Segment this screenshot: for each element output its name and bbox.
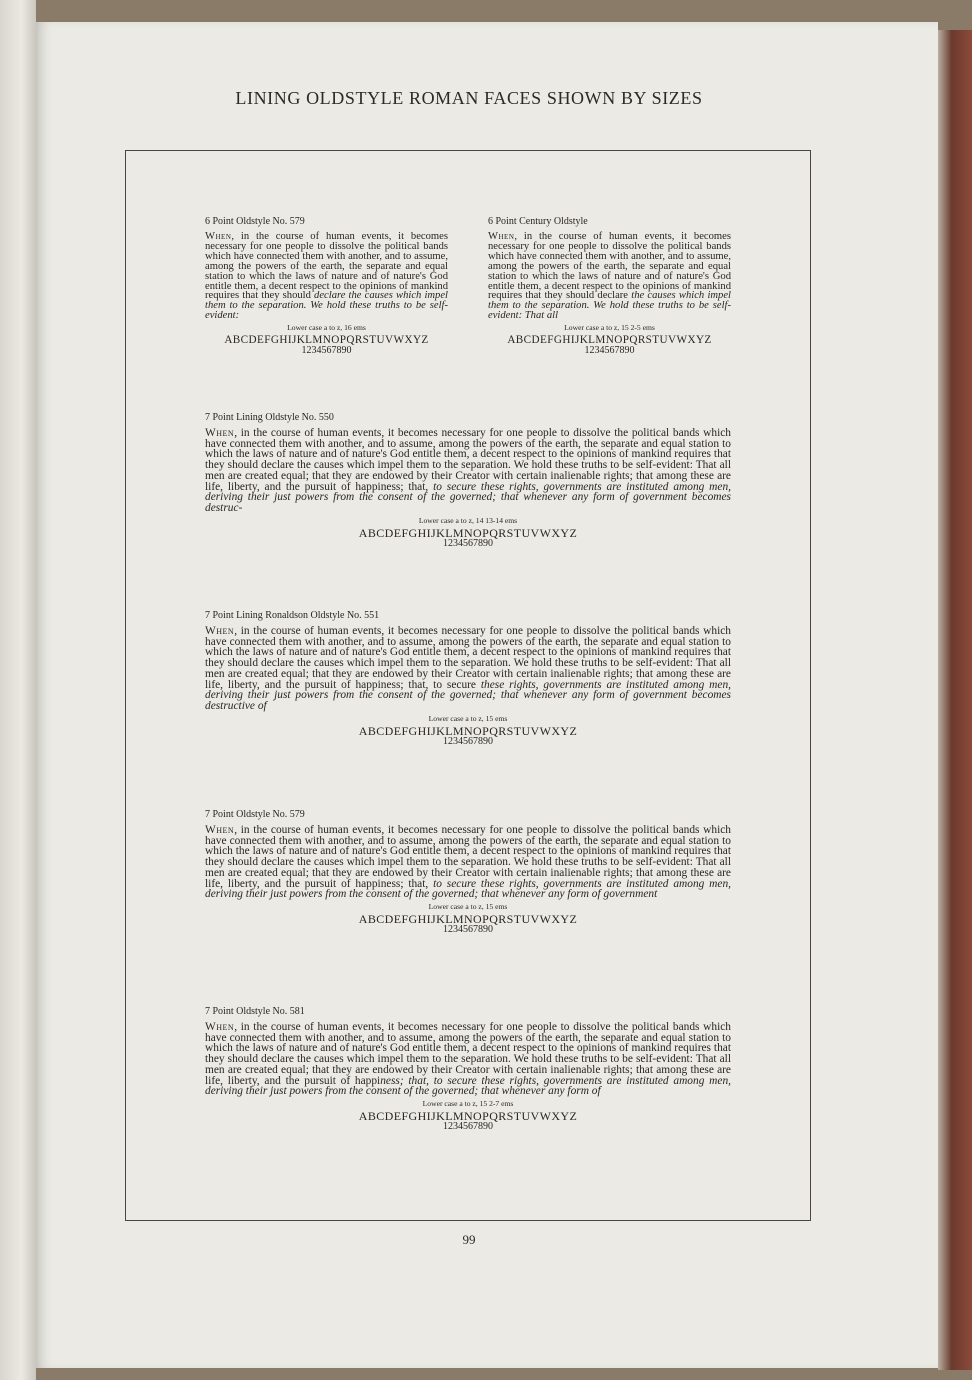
specimen-lead: When [488,231,515,242]
specimen-text: , in the course of human events, it becomes necessary for one people to dissolve the political bands which have connected them with another, and to assume, among the powers of the earth, the separate and equal station to which the laws of nature and of nature's God entitle them, a decent respect to the opinions of mankind requires that they should declare the causes which impel them to the separation. We hold these truths to be self-evident: That all men are created equal; that they are endowed by their Creator with certain inalienable rights; that among these are life, liberty, and the pursuit of happi [205,1021,731,1087]
specimen-title: 7 Point Oldstyle No. 581 [205,1006,305,1017]
specimen-title: 7 Point Oldstyle No. 579 [205,809,305,820]
specimen-text: , in the course of human events, it becomes necessary for one people to dissolve the political bands which have connected them with another, and to assume, among the powers of the earth, the separate and equal station to which the laws of nature and of nature's God entitle them, a decent respect to the opinions of mankind requires that they should [205,231,448,302]
specimen-text: , in the course of human events, it becomes necessary for one people to dissolve the political bands which have connected them with another, and to assume, among the powers of the earth, the separate and equal station to which the laws of nature and of nature's God entitle them, a decent respect to the opinions of mankind requires that they should declare the causes which impel them to the separation. We hold these truths to be self-evident: That all men are created equal; that they are endowed by their Creator with certain inalienable rights; that among these are life, liberty, and the pursuit of happiness; that, [205,427,731,493]
specimen-title: 6 Point Oldstyle No. 579 [205,216,305,227]
specimen-lead: When [205,824,235,836]
specimen-note: Lower case a to z, 14 13-14 ems [418,515,518,525]
specimen-italic: ness; that, to secure these rights, governments are instituted among men, deriving their just powers from the consent of the governed; that whenever any form of [205,1074,731,1098]
specimen-title: 7 Point Lining Ronaldson Oldstyle No. 551 [205,610,380,621]
specimen-alphabet: ABCDEFGHIJKLMNOPQRSTUVWXYZ [224,334,429,347]
specimen-note: Lower case a to z, 15 ems [428,713,508,723]
specimen-body [488,232,731,321]
specimen-text: , in the course of human events, it becomes necessary for one people to dissolve the political bands which have connected them with another, and to assume, among the powers of the earth, the separate and equal station to which the laws of nature and of nature's God entitle them, a decent respect to the opinions of mankind requires that they should declare the causes which impel them to the separation. We hold these truths to be self-evident: That all men are created equal; that they are endowed by their Creator with certain inalienable rights; that among these are life, liberty, and the pursuit of happiness; that, to secure [205,625,731,691]
specimen-body [205,626,731,712]
specimen-body [205,232,448,321]
specimen-note: Lower case a to z, 15 ems [428,901,508,911]
specimen-lead: When [205,625,235,637]
specimen-title: 7 Point Lining Oldstyle No. 550 [205,412,334,423]
specimen-text: , in the course of human events, it becomes necessary for one people to dissolve the political bands which have connected them with another, and to assume, among the powers of the earth, the separate and equal station to which the laws of nature and of nature's God entitle them, a decent respect to the opinions of mankind requires that they should declare [488,231,731,302]
specimen-body [205,428,731,514]
specimen-note: Lower case a to z, 16 ems [287,323,366,333]
specimen-7pt-oldstyle-581 [205,1006,731,1132]
specimen-alphabet: ABCDEFGHIJKLMNOPQRSTUVWXYZ [507,334,712,347]
specimen-lead: When [205,231,232,242]
specimen-lead: When [205,1021,235,1033]
book-cover-edge [938,30,972,1370]
specimen-body [205,1022,731,1097]
specimen-title: 6 Point Century Oldstyle [488,216,588,227]
specimen-7pt-ronaldson-oldstyle-551 [205,610,731,747]
page-title: LINING OLDSTYLE ROMAN FACES SHOWN BY SIZES [235,88,703,108]
specimen-alphabet: ABCDEFGHIJKLMNOPQRSTUVWXYZ [358,911,578,926]
specimen-numerals: 1234567890 [301,345,352,357]
specimen-alphabet: ABCDEFGHIJKLMNOPQRSTUVWXYZ [358,1108,578,1123]
specimen-7pt-lining-oldstyle-550 [205,412,731,549]
specimen-text: , in the course of human events, it becomes necessary for one people to dissolve the political bands which have connected them with another, and to assume, among the powers of the earth, the separate and equal station to which the laws of nature and of nature's God entitle them, a decent respect to the opinions of mankind requires that they should declare the causes which impel them to the separation. We hold these truths to be self-evident: That all men are created equal; that they are endowed by their Creator with certain inalienable rights; that among these are life, liberty, and the pursuit of happiness; that, [205,824,731,890]
specimen-6pt-oldstyle-579 [205,216,448,356]
specimen-italic: these rights, governments are instituted among men, deriving their just powers from the consent of the governed; that whenever any form of government becomes destructive of [205,678,731,712]
specimen-numerals: 1234567890 [443,923,493,935]
specimen-alphabet: ABCDEFGHIJKLMNOPQRSTUVWXYZ [358,525,578,540]
specimen-italic: declare the causes which impel them to the separation. We hold these truths to be self-evident: [205,290,448,322]
specimen-note: Lower case a to z, 15 2-7 ems [422,1098,514,1108]
specimen-italic: the causes which impel them to the separation. We hold these truths to be self-evident: That all [488,290,731,322]
specimen-italic: to secure these rights, governments are instituted among men, deriving their just powers from the consent of the governed; that whenever any form of government [205,877,732,901]
specimen-note: Lower case a to z, 15 2-5 ems [564,323,655,333]
specimen-italic: to secure these rights, governments are instituted among men, deriving their just powers from the consent of the governed; that whenever any form of government becomes destruc- [205,480,732,514]
page-number: 99 [462,1232,476,1247]
specimen-body [205,825,731,900]
specimen-numerals: 1234567890 [443,1120,493,1132]
specimen-numerals: 1234567890 [584,345,635,357]
specimen-alphabet: ABCDEFGHIJKLMNOPQRSTUVWXYZ [358,723,578,738]
specimen-lead: When [205,427,235,439]
specimen-7pt-oldstyle-579 [205,809,731,935]
specimen-numerals: 1234567890 [443,735,493,747]
specimen-6pt-century-oldstyle [488,216,731,356]
facing-page-edge [0,0,36,1380]
specimen-numerals: 1234567890 [443,537,493,549]
